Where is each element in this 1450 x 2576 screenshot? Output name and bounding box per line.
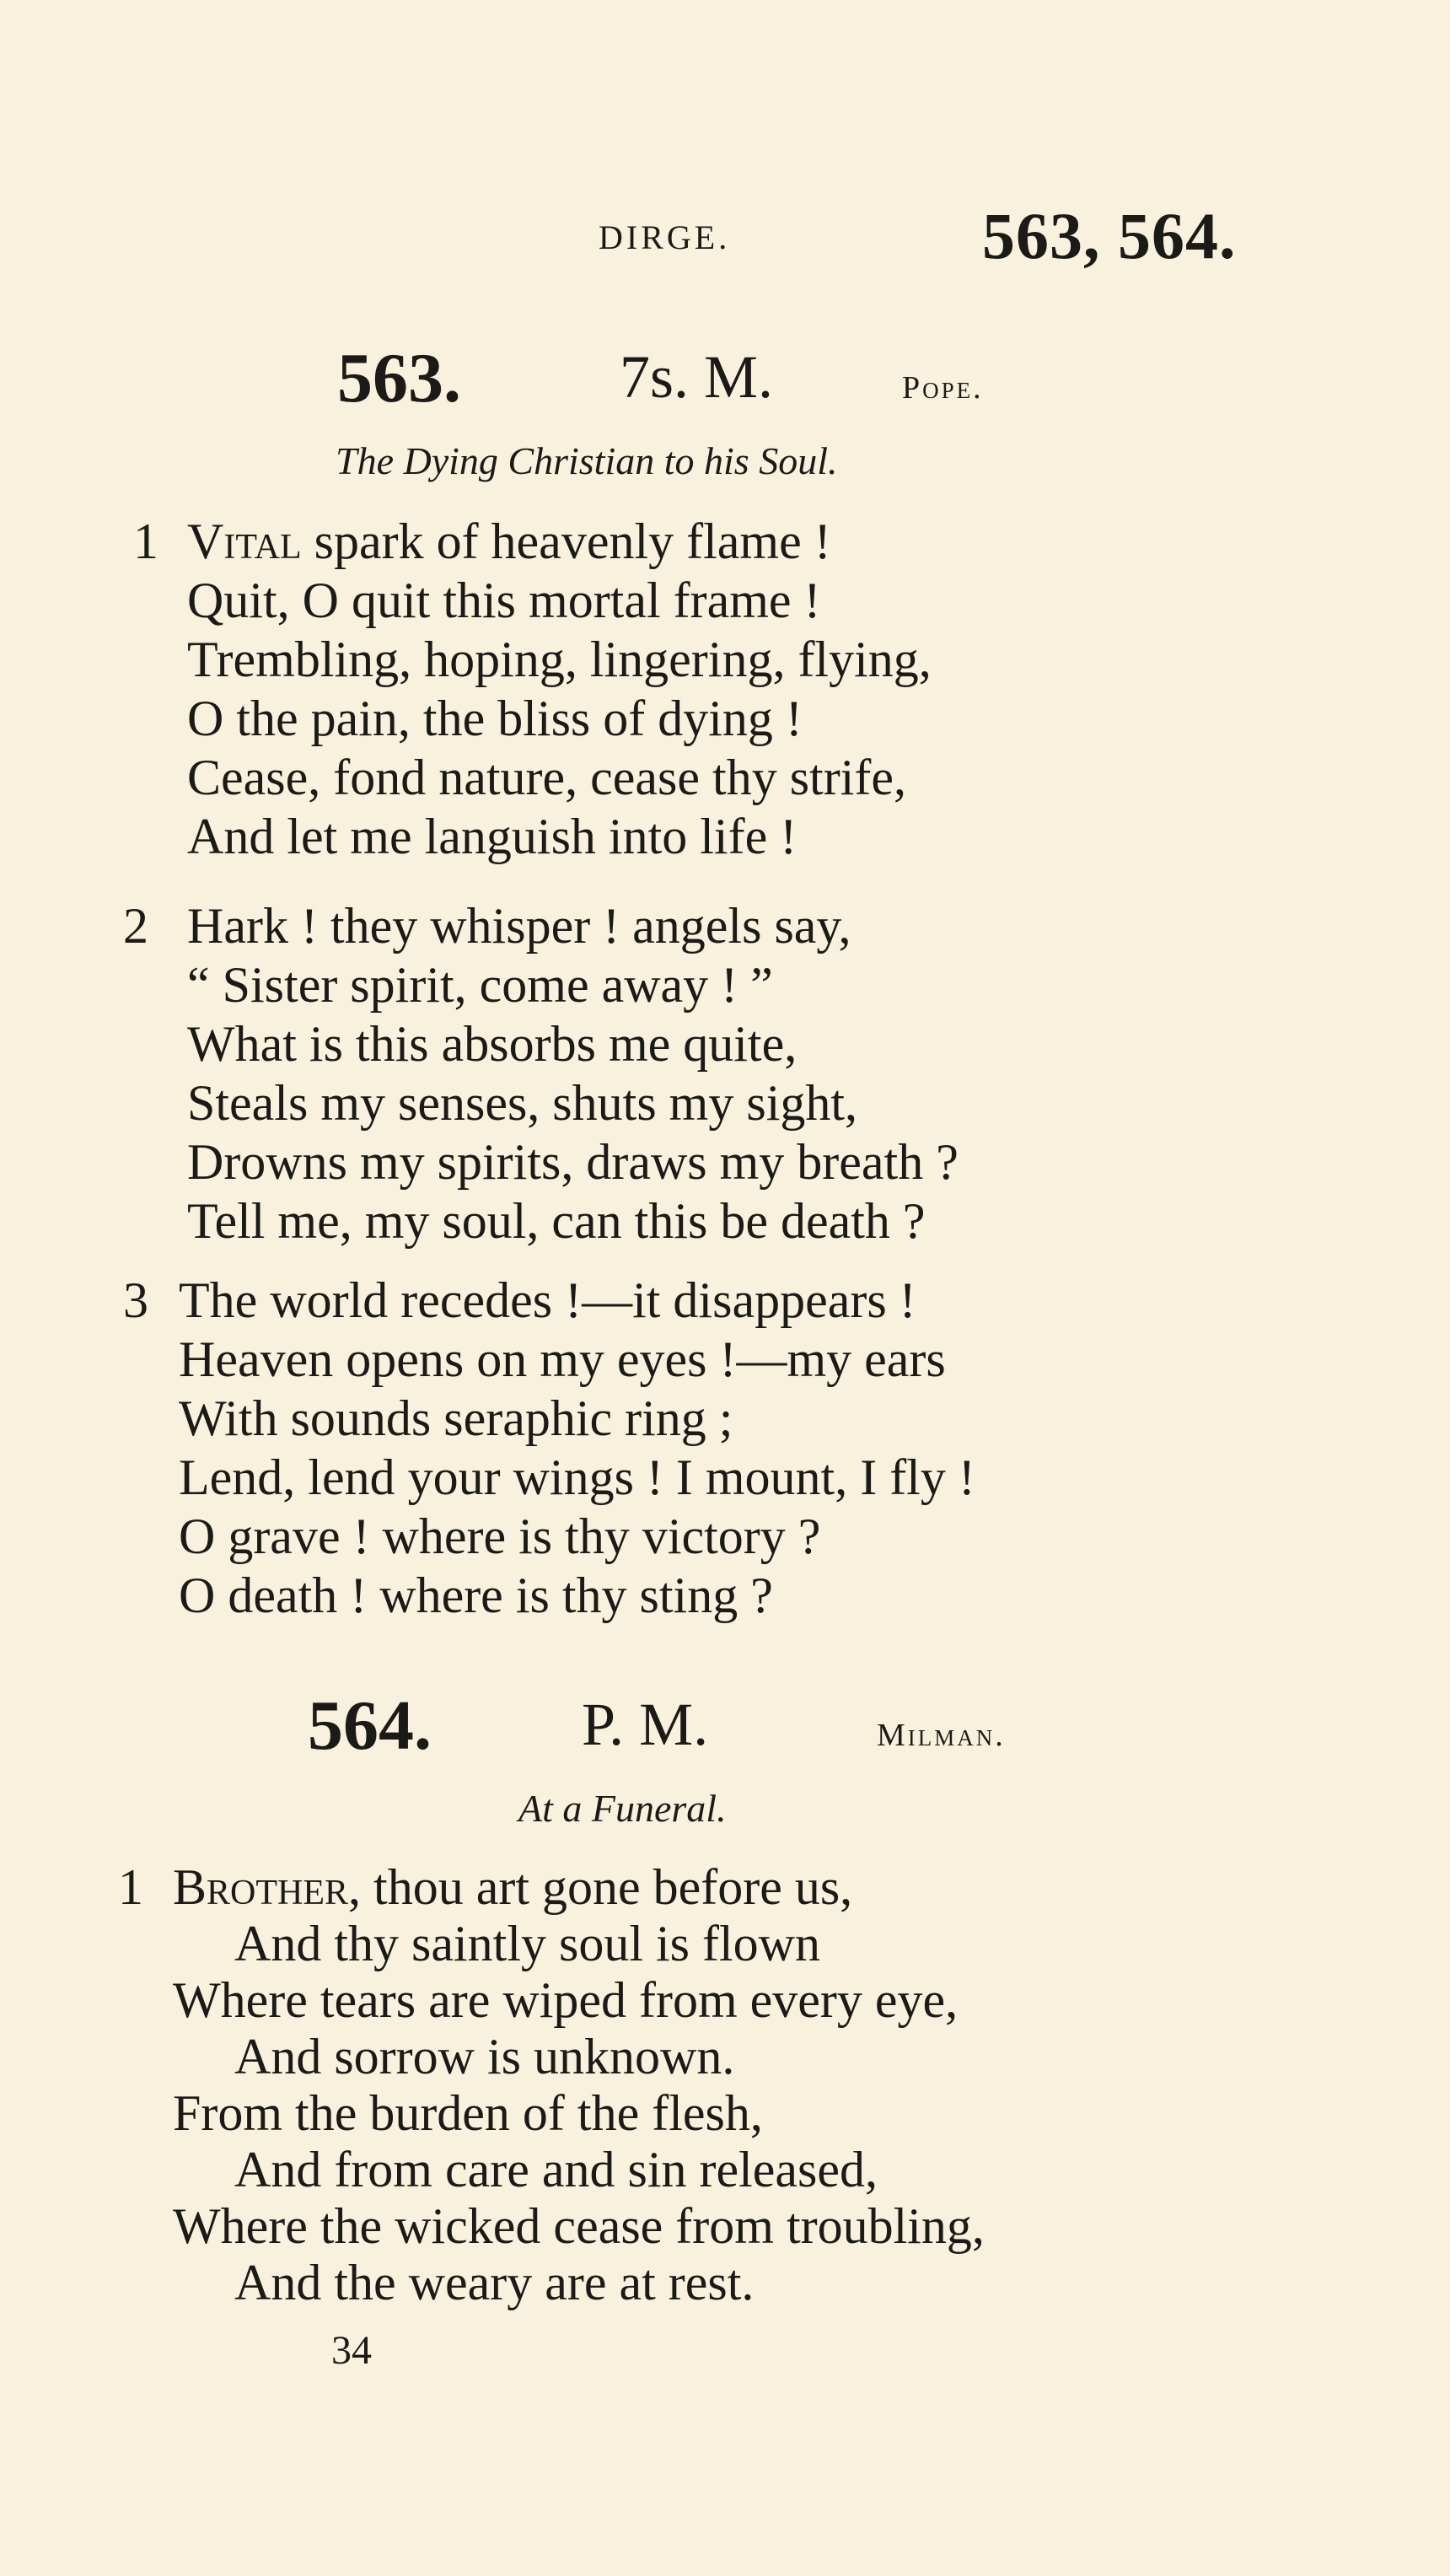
hymn-563-author: Pope.: [902, 370, 984, 406]
verse-line: And thy saintly soul is flown: [234, 1916, 821, 1971]
verse-line: And the weary are at rest.: [234, 2255, 755, 2310]
hymn-563-number: 563.: [337, 339, 461, 417]
hymn-564-author: Milman.: [877, 1718, 1006, 1753]
verse-line: What is this absorbs me quite,: [187, 1016, 798, 1072]
verse-line: Heaven opens on my eyes !—my ears: [179, 1331, 946, 1387]
verse-line: Tell me, my soul, can this be death ?: [187, 1193, 926, 1249]
verse-line: With sounds seraphic ring ;: [179, 1390, 733, 1446]
running-title: DIRGE.: [599, 218, 731, 256]
verse-line: Cease, fond nature, cease thy strife,: [187, 750, 906, 805]
verse-line: And from care and sin released,: [234, 2142, 878, 2197]
verse-line: “ Sister spirit, come away ! ”: [187, 957, 773, 1013]
verse-line: The world recedes !—it disappears !: [179, 1272, 916, 1328]
verse-line: Drowns my spirits, draws my breath ?: [187, 1134, 959, 1190]
verse-line: Vital spark of heavenly flame !: [187, 514, 831, 569]
hymn-563-subtitle: The Dying Christian to his Soul.: [336, 439, 838, 482]
verse-line: Where the wicked cease from troubling,: [173, 2198, 985, 2254]
verse-first-word: Vital: [187, 514, 302, 569]
verse-line: O death ! where is thy sting ?: [179, 1568, 773, 1623]
verse-line: O grave ! where is thy victory ?: [179, 1508, 821, 1564]
verse-line: Hark ! they whisper ! angels say,: [187, 898, 851, 954]
hymn-564-meter: P. M.: [582, 1691, 709, 1758]
verse-line: And sorrow is unknown.: [234, 2029, 735, 2084]
verse-line: Lend, lend your wings ! I mount, I fly !: [179, 1449, 975, 1505]
page-hymn-numbers: 563, 564.: [982, 199, 1237, 272]
verse-line: Steals my senses, shuts my sight,: [187, 1075, 858, 1131]
verse-line: Where tears are wiped from every eye,: [173, 1972, 959, 2028]
verse-number: 1: [133, 514, 158, 569]
hymn-564-subtitle: At a Funeral.: [518, 1787, 727, 1830]
verse-number: 1: [118, 1859, 143, 1915]
verse-number: 3: [123, 1272, 148, 1328]
hymn-563-meter: 7s. M.: [620, 343, 774, 411]
verse-line: Quit, O quit this mortal frame !: [187, 573, 821, 628]
verse-line: O the pain, the bliss of dying !: [187, 691, 803, 746]
verse-number: 2: [123, 898, 148, 954]
verse-line: Trembling, hoping, lingering, flying,: [187, 632, 932, 687]
verse-first-word: Brother: [173, 1859, 349, 1915]
hymn-564-number: 564.: [308, 1686, 432, 1765]
page-folio-number: 34: [331, 2328, 372, 2373]
verse-line: From the burden of the flesh,: [173, 2085, 763, 2141]
verse-line: And let me languish into life !: [187, 809, 798, 864]
verse-line: Brother, thou art gone before us,: [173, 1859, 853, 1915]
